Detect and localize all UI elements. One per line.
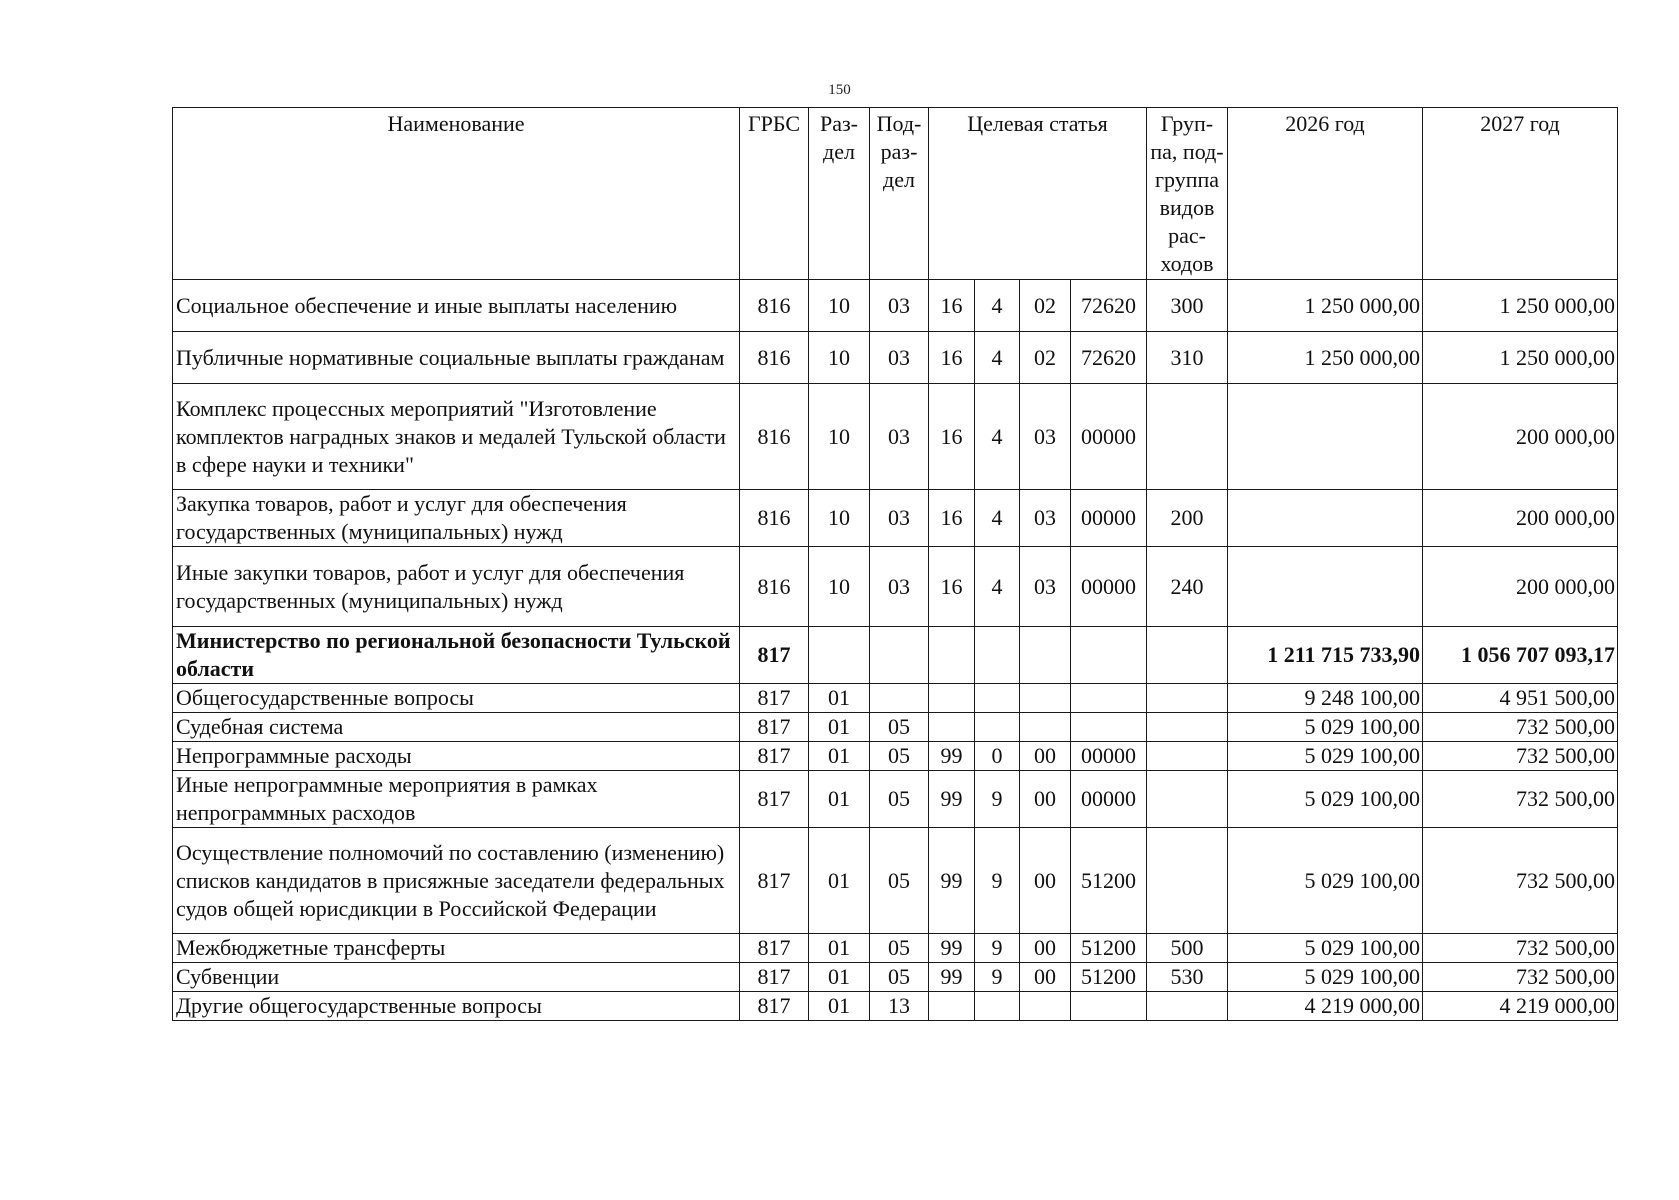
budget-table [172, 107, 1618, 1021]
row-amount-2026: 5 029 100,00 [1228, 934, 1423, 963]
row-razdel: 10 [809, 384, 870, 490]
row-podrazdel [870, 627, 929, 684]
row-amount-2027: 1 250 000,00 [1423, 332, 1618, 384]
row-amount-2027: 200 000,00 [1423, 384, 1618, 490]
row-amount-2027: 732 500,00 [1423, 934, 1618, 963]
row-cs-direction: 51200 [1071, 934, 1147, 963]
table-row [173, 963, 1618, 992]
row-cs-element [1020, 627, 1071, 684]
header-gruppa-line: ходов [1160, 251, 1214, 276]
row-amount-2027: 732 500,00 [1423, 963, 1618, 992]
header-gruppa-vidov-rashodov [1147, 108, 1228, 280]
row-vid-rashodov [1147, 992, 1228, 1021]
row-cs-program: 16 [929, 547, 975, 627]
header-razdel-line: дел [823, 139, 855, 164]
row-cs-direction [1071, 713, 1147, 742]
row-name: Другие общегосударственные вопросы [173, 992, 740, 1021]
row-grbs: 817 [740, 684, 809, 713]
row-cs-element: 00 [1020, 771, 1071, 828]
row-amount-2026: 5 029 100,00 [1228, 828, 1423, 934]
row-razdel: 01 [809, 684, 870, 713]
row-cs-direction: 51200 [1071, 963, 1147, 992]
row-name: Судебная система [173, 713, 740, 742]
row-amount-2026: 1 250 000,00 [1228, 280, 1423, 332]
row-vid-rashodov [1147, 742, 1228, 771]
row-razdel: 10 [809, 332, 870, 384]
row-cs-element [1020, 713, 1071, 742]
row-cs-direction: 72620 [1071, 280, 1147, 332]
row-podrazdel: 13 [870, 992, 929, 1021]
row-name: Министерство по региональной безопасности Тульской области [173, 627, 740, 684]
header-podrazdel [870, 108, 929, 280]
row-cs-program: 16 [929, 384, 975, 490]
row-grbs: 817 [740, 742, 809, 771]
row-cs-direction: 00000 [1071, 490, 1147, 547]
row-cs-program: 99 [929, 934, 975, 963]
row-amount-2027: 200 000,00 [1423, 490, 1618, 547]
header-gruppa-line: па, под- [1150, 139, 1224, 164]
row-vid-rashodov [1147, 627, 1228, 684]
row-cs-program: 99 [929, 771, 975, 828]
row-cs-element: 00 [1020, 934, 1071, 963]
table-header-row [173, 108, 1618, 280]
row-cs-type: 4 [975, 332, 1020, 384]
table-row [173, 547, 1618, 627]
row-podrazdel: 05 [870, 742, 929, 771]
row-vid-rashodov: 200 [1147, 490, 1228, 547]
row-razdel: 01 [809, 771, 870, 828]
header-year-2027: 2027 год [1423, 108, 1618, 280]
row-vid-rashodov: 300 [1147, 280, 1228, 332]
row-amount-2026: 5 029 100,00 [1228, 963, 1423, 992]
header-name: Наименование [173, 108, 740, 280]
row-name: Осуществление полномочий по составлению (изменению) списков кандидатов в присяжные заседатели федеральных судов общей юрисдикции в Российской Федерации [173, 828, 740, 934]
table-row [173, 934, 1618, 963]
table-row [173, 992, 1618, 1021]
row-cs-element: 00 [1020, 742, 1071, 771]
row-razdel: 01 [809, 963, 870, 992]
header-razdel-line: Раз- [819, 111, 859, 136]
header-podrazdel-line: Под- [876, 111, 922, 136]
row-amount-2026: 9 248 100,00 [1228, 684, 1423, 713]
row-podrazdel: 05 [870, 771, 929, 828]
row-cs-program: 16 [929, 332, 975, 384]
row-podrazdel: 03 [870, 384, 929, 490]
row-grbs: 817 [740, 934, 809, 963]
row-razdel: 01 [809, 742, 870, 771]
table-row [173, 384, 1618, 490]
row-cs-type: 4 [975, 490, 1020, 547]
row-amount-2026: 1 211 715 733,90 [1228, 627, 1423, 684]
row-name: Социальное обеспечение и иные выплаты населению [173, 280, 740, 332]
row-podrazdel: 05 [870, 713, 929, 742]
header-podrazdel-line: раз- [880, 139, 918, 164]
table-row [173, 742, 1618, 771]
row-name: Комплекс процессных мероприятий "Изготовление комплектов наградных знаков и медалей Тульской области в сфере науки и техники" [173, 384, 740, 490]
row-cs-type: 4 [975, 280, 1020, 332]
row-cs-direction: 72620 [1071, 332, 1147, 384]
row-podrazdel: 05 [870, 828, 929, 934]
row-cs-direction: 00000 [1071, 771, 1147, 828]
row-cs-direction: 00000 [1071, 742, 1147, 771]
row-razdel: 10 [809, 490, 870, 547]
table-row [173, 828, 1618, 934]
row-grbs: 817 [740, 992, 809, 1021]
row-amount-2026: 5 029 100,00 [1228, 771, 1423, 828]
row-cs-element: 03 [1020, 547, 1071, 627]
row-podrazdel: 05 [870, 934, 929, 963]
row-grbs: 817 [740, 713, 809, 742]
row-amount-2026: 5 029 100,00 [1228, 742, 1423, 771]
row-amount-2027: 1 056 707 093,17 [1423, 627, 1618, 684]
row-cs-element [1020, 684, 1071, 713]
row-vid-rashodov: 530 [1147, 963, 1228, 992]
row-cs-type: 9 [975, 934, 1020, 963]
row-cs-program: 99 [929, 828, 975, 934]
row-cs-program [929, 713, 975, 742]
row-vid-rashodov: 310 [1147, 332, 1228, 384]
header-gruppa-line: группа [1154, 167, 1220, 192]
row-vid-rashodov [1147, 828, 1228, 934]
header-celevaya-statya: Целевая статья [929, 108, 1147, 280]
row-razdel [809, 627, 870, 684]
row-cs-direction [1071, 684, 1147, 713]
row-cs-program [929, 684, 975, 713]
row-cs-direction: 00000 [1071, 384, 1147, 490]
row-name: Межбюджетные трансферты [173, 934, 740, 963]
row-cs-element: 00 [1020, 963, 1071, 992]
row-grbs: 816 [740, 384, 809, 490]
table-row [173, 684, 1618, 713]
row-cs-type [975, 992, 1020, 1021]
table-body [173, 280, 1618, 1021]
row-vid-rashodov: 240 [1147, 547, 1228, 627]
row-cs-direction [1071, 627, 1147, 684]
row-cs-direction: 51200 [1071, 828, 1147, 934]
row-podrazdel: 03 [870, 280, 929, 332]
row-amount-2026: 5 029 100,00 [1228, 713, 1423, 742]
row-cs-program: 16 [929, 490, 975, 547]
row-amount-2027: 732 500,00 [1423, 828, 1618, 934]
row-grbs: 816 [740, 490, 809, 547]
row-podrazdel: 03 [870, 332, 929, 384]
header-razdel [809, 108, 870, 280]
row-grbs: 816 [740, 332, 809, 384]
row-name: Публичные нормативные социальные выплаты гражданам [173, 332, 740, 384]
row-grbs: 817 [740, 627, 809, 684]
table-row [173, 280, 1618, 332]
row-amount-2027: 732 500,00 [1423, 713, 1618, 742]
row-cs-program: 16 [929, 280, 975, 332]
row-cs-direction: 00000 [1071, 547, 1147, 627]
row-cs-type: 4 [975, 547, 1020, 627]
row-amount-2026: 1 250 000,00 [1228, 332, 1423, 384]
row-cs-type: 9 [975, 771, 1020, 828]
row-razdel: 01 [809, 992, 870, 1021]
row-name: Общегосударственные вопросы [173, 684, 740, 713]
row-vid-rashodov [1147, 771, 1228, 828]
row-vid-rashodov [1147, 713, 1228, 742]
row-cs-element: 02 [1020, 280, 1071, 332]
row-vid-rashodov [1147, 684, 1228, 713]
row-cs-program: 99 [929, 742, 975, 771]
row-cs-element: 00 [1020, 828, 1071, 934]
row-vid-rashodov: 500 [1147, 934, 1228, 963]
row-name: Иные закупки товаров, работ и услуг для обеспечения государственных (муниципальных) нужд [173, 547, 740, 627]
row-podrazdel: 03 [870, 547, 929, 627]
row-cs-type: 9 [975, 963, 1020, 992]
row-cs-type: 4 [975, 384, 1020, 490]
row-cs-program [929, 992, 975, 1021]
row-amount-2026: 4 219 000,00 [1228, 992, 1423, 1021]
table-row [173, 627, 1618, 684]
row-cs-direction [1071, 992, 1147, 1021]
header-grbs: ГРБС [740, 108, 809, 280]
page-number: 150 [828, 82, 851, 98]
header-year-2026: 2026 год [1228, 108, 1423, 280]
row-cs-element: 03 [1020, 384, 1071, 490]
row-cs-type [975, 684, 1020, 713]
row-cs-type [975, 713, 1020, 742]
row-razdel: 10 [809, 280, 870, 332]
table-row [173, 771, 1618, 828]
row-name: Непрограммные расходы [173, 742, 740, 771]
row-grbs: 816 [740, 280, 809, 332]
row-razdel: 01 [809, 934, 870, 963]
row-cs-type: 9 [975, 828, 1020, 934]
row-grbs: 817 [740, 828, 809, 934]
header-gruppa-line: рас- [1168, 223, 1206, 248]
row-grbs: 817 [740, 771, 809, 828]
row-amount-2027: 1 250 000,00 [1423, 280, 1618, 332]
row-name: Иные непрограммные мероприятия в рамках непрограммных расходов [173, 771, 740, 828]
row-cs-type: 0 [975, 742, 1020, 771]
row-podrazdel: 03 [870, 490, 929, 547]
table-row [173, 713, 1618, 742]
row-razdel: 01 [809, 713, 870, 742]
row-amount-2026 [1228, 490, 1423, 547]
table-row [173, 490, 1618, 547]
row-cs-type [975, 627, 1020, 684]
row-razdel: 10 [809, 547, 870, 627]
row-amount-2026 [1228, 384, 1423, 490]
row-amount-2027: 4 219 000,00 [1423, 992, 1618, 1021]
row-cs-element: 03 [1020, 490, 1071, 547]
row-amount-2027: 4 951 500,00 [1423, 684, 1618, 713]
row-cs-program [929, 627, 975, 684]
row-amount-2027: 200 000,00 [1423, 547, 1618, 627]
row-cs-element: 02 [1020, 332, 1071, 384]
row-cs-element [1020, 992, 1071, 1021]
header-podrazdel-line: дел [883, 167, 915, 192]
row-grbs: 817 [740, 963, 809, 992]
header-gruppa-line: Груп- [1160, 111, 1214, 136]
row-grbs: 816 [740, 547, 809, 627]
row-vid-rashodov [1147, 384, 1228, 490]
row-name: Закупка товаров, работ и услуг для обеспечения государственных (муниципальных) нужд [173, 490, 740, 547]
table-row [173, 332, 1618, 384]
header-gruppa-line: видов [1159, 195, 1215, 220]
row-podrazdel [870, 684, 929, 713]
row-podrazdel: 05 [870, 963, 929, 992]
row-amount-2027: 732 500,00 [1423, 742, 1618, 771]
row-razdel: 01 [809, 828, 870, 934]
row-name: Субвенции [173, 963, 740, 992]
row-amount-2026 [1228, 547, 1423, 627]
row-amount-2027: 732 500,00 [1423, 771, 1618, 828]
row-cs-program: 99 [929, 963, 975, 992]
